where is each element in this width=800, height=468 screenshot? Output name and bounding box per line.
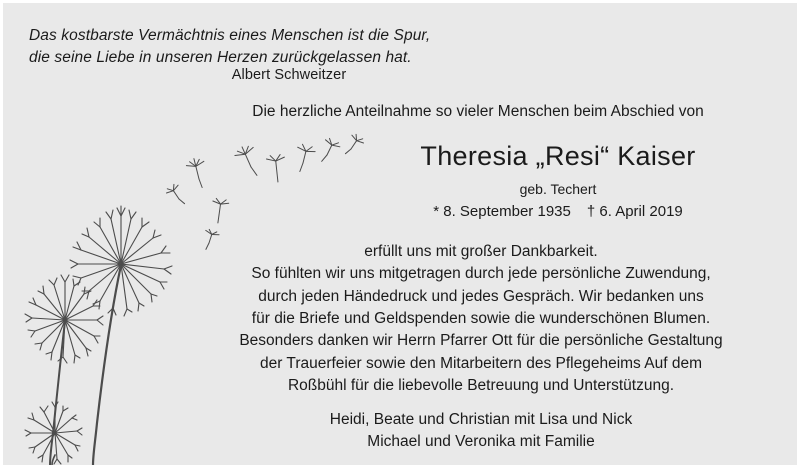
thank-you-body	[179, 241, 783, 397]
deceased-name: Theresia „Resi“ Kaiser	[420, 141, 696, 171]
body-line-4: für die Briefe und Geldspenden sowie die wunderschönen Blumen.	[251, 309, 711, 327]
quote-line-2: die seine Liebe in unseren Herzen zurückgelassen hat.	[29, 49, 412, 66]
body-line-1: erfüllt uns mit großer Dankbarkeit.	[364, 243, 598, 260]
maiden-name: geb. Techert	[519, 181, 597, 197]
signature-line-1: Heidi, Beate und Christian mit Lisa und Nick	[329, 411, 633, 428]
announcement-intro: Die herzliche Anteilnahme so vieler Menschen beim Abschied von	[252, 103, 704, 120]
life-dates	[333, 203, 783, 220]
body-line-7: Roßbühl für die liebevolle Betreuung und Unterstützung.	[287, 376, 675, 394]
signature-line-2: Michael und Veronika mit Familie	[367, 433, 595, 451]
body-line-3: durch jeden Händedruck und jedes Gespräch. Wir bedanken uns	[258, 287, 704, 305]
body-line-5: Besonders danken wir Herrn Pfarrer Ott für die persönliche Gestaltung	[239, 332, 723, 350]
death-date: † 6. April 2019	[586, 203, 683, 220]
memorial-quote	[29, 25, 549, 69]
body-line-2: So fühlten wir uns mitgetragen durch jede persönliche Zuwendung,	[251, 265, 711, 283]
body-line-6: der Trauerfeier sowie den Mitarbeitern des Pflegeheims Auf dem	[260, 354, 702, 372]
card-inner	[3, 3, 797, 465]
birth-date: * 8. September 1935	[433, 203, 571, 220]
quote-attribution: Albert Schweitzer	[231, 67, 347, 83]
family-signature	[179, 409, 783, 454]
quote-line-1: Das kostbarste Vermächtnis eines Menschen ist die Spur,	[29, 27, 431, 44]
